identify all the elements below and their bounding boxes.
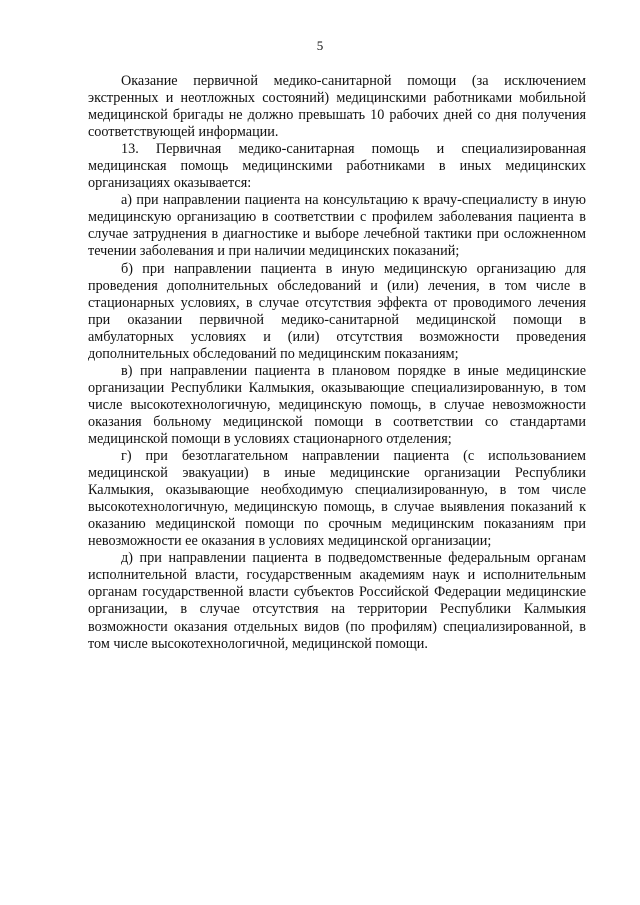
paragraph-mobile-brigade-deadline: Оказание первичной медико-санитарной помощи (за исключением экстренных и неотложных состояний) медицинскими работниками мобильной медицинской бригады не должно превышать 10 рабочих дней со дня получения соответствующей информации. <box>88 73 586 141</box>
paragraph-item-a: а) при направлении пациента на консультацию к врачу-специалисту в иную медицинскую организацию в соответствии с профилем заболевания пациента в случае затруднения в диагностике и выборе лечебной тактики при осложненном течении заболевания и при наличии медицинских показаний; <box>88 192 586 260</box>
document-body <box>88 73 586 653</box>
paragraph-clause-13: 13. Первичная медико-санитарная помощь и специализированная медицинская помощь медицинскими работниками в иных медицинских организациях оказывается: <box>88 141 586 192</box>
paragraph-item-v: в) при направлении пациента в плановом порядке в иные медицинские организации Республики Калмыкия, оказывающие специализированную, в том числе высокотехнологичную, медицинскую помощь, в случае невозможности оказания больному медицинской помощи в соответствии со стандартами медицинской помощи в условиях стационарного отделения; <box>88 362 586 447</box>
page-number: 5 <box>316 38 324 53</box>
paragraph-item-g: г) при безотлагательном направлении пациента (с использованием медицинской эвакуации) в иные медицинские организации Республики Калмыкия, оказывающие необходимую специализированную, в том числе высокотехнологичную, медицинскую помощь, в случае выявления показаний к оказанию медицинской помощи по срочным медицинским показаниям при невозможности ее оказания в условиях медицинской организации; <box>88 448 586 550</box>
paragraph-item-b: б) при направлении пациента в иную медицинскую организацию для проведения дополнительных обследований и (или) лечения, в том числе в стационарных условиях, в случае отсутствия эффекта от проводимого лечения при оказании первичной медико-санитарной медицинской помощи в амбулаторных условиях и (или) отсутствия возможности проведения дополнительных обследований по медицинским показаниям; <box>88 260 586 362</box>
paragraph-item-d: д) при направлении пациента в подведомственные федеральным органам исполнительной власти, государственным академиям наук и исполнительным органам государственной власти субъектов Российской Федерации медицинские организации, в случае отсутствия на территории Республики Калмыкия возможности оказания отдельных видов (по профилям) специализированной, в том числе высокотехнологичной, медицинской помощи. <box>88 550 586 652</box>
